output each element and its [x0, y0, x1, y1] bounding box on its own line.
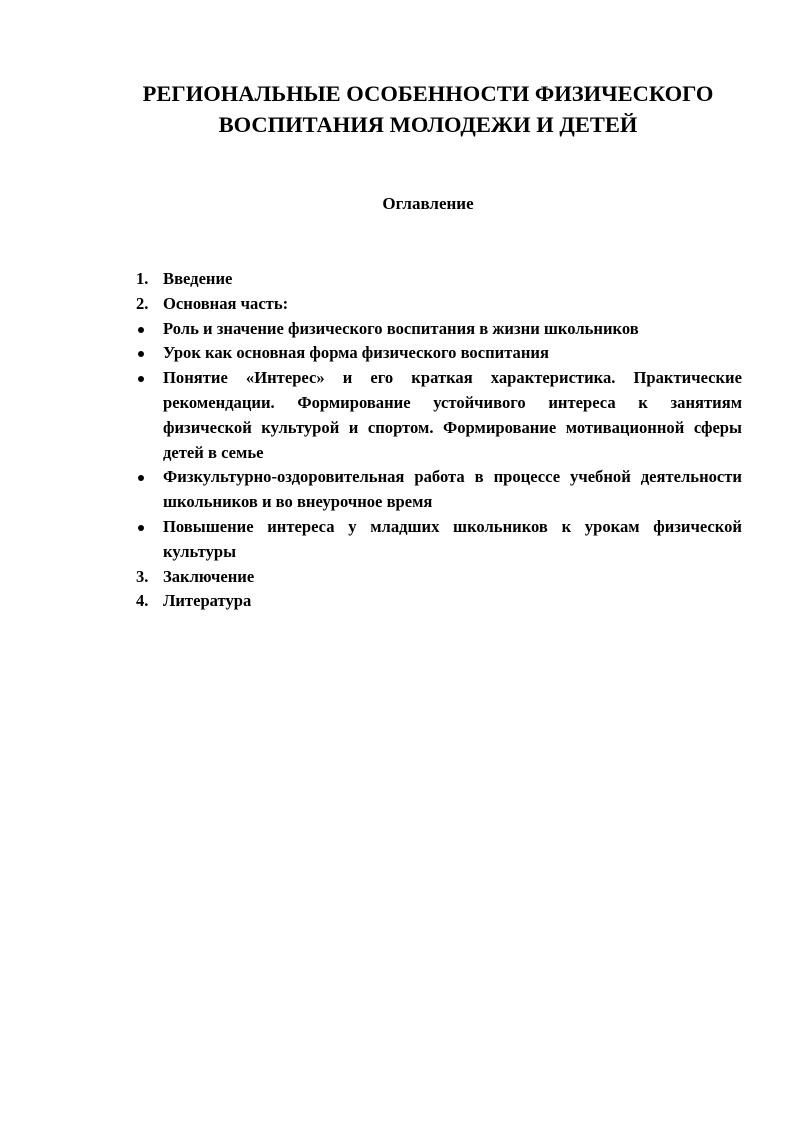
toc-number: 1.	[136, 269, 149, 288]
table-of-contents	[136, 267, 742, 614]
toc-number: 4.	[136, 591, 149, 611]
toc-number: 2.	[136, 293, 149, 313]
toc-item-literature	[136, 589, 742, 614]
toc-item-text: Понятие «Интерес» и его краткая характеристика. Практические рекомендации. Формирование устойчивого интереса к занятиям физической культурой и спортом. Формирование мотивационной сферы детей в семье	[163, 368, 742, 462]
toc-item-text: Основная часть:	[163, 293, 289, 313]
toc-number: 3.	[136, 566, 149, 586]
toc-heading: Оглавление	[382, 194, 474, 213]
toc-subitem-lesson-form	[136, 341, 742, 366]
toc-item-conclusion	[136, 565, 742, 590]
toc-item-main-part	[136, 292, 742, 317]
toc-item-text: Введение	[163, 269, 233, 288]
document-title-line-1: РЕГИОНАЛЬНЫЕ ОСОБЕННОСТИ ФИЗИЧЕСКОГО	[142, 81, 714, 106]
toc-subitem-role-of-pe	[136, 317, 742, 342]
toc-subitem-raising-interest	[136, 515, 742, 565]
toc-item-text: Роль и значение физического воспитания в жизни школьников	[163, 318, 639, 338]
toc-item-text: Повышение интереса у младших школьников к урокам физической культуры	[163, 516, 742, 561]
toc-subitem-health-work	[136, 465, 742, 515]
toc-item-text: Урок как основная форма физического воспитания	[163, 343, 549, 363]
document-title-line-2: ВОСПИТАНИЯ МОЛОДЕЖИ И ДЕТЕЙ	[218, 112, 638, 137]
toc-item-introduction	[136, 267, 742, 292]
toc-subitem-interest-concept	[136, 366, 742, 465]
toc-item-text: Физкультурно-оздоровительная работа в процессе учебной деятельности школьников и во внеурочное время	[163, 467, 742, 512]
toc-item-text: Заключение	[163, 566, 255, 586]
toc-item-text: Литература	[163, 591, 252, 611]
